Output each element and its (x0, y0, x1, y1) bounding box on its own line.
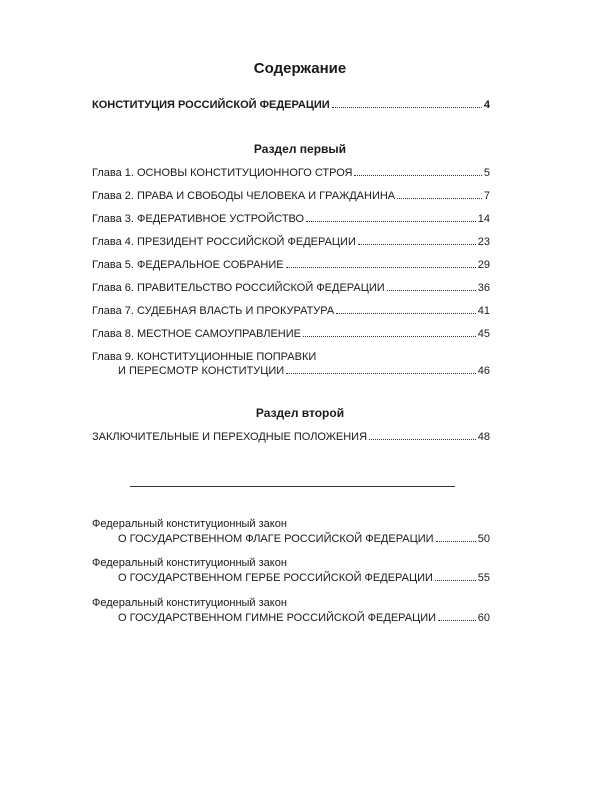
toc-leader-dots (306, 221, 476, 222)
toc-leader-dots (358, 244, 476, 245)
toc-page-number: 50 (477, 533, 490, 545)
toc-leader-dots (332, 107, 482, 108)
toc-entry-chapter-5[interactable] (92, 258, 490, 272)
toc-entry-chapter-1[interactable] (92, 166, 490, 180)
toc-leader-dots (436, 541, 476, 542)
toc-page-number: 23 (477, 236, 490, 248)
law-intro-flag: Федеральный конституционный закон (92, 518, 287, 530)
toc-leader-dots (435, 580, 476, 581)
toc-entry-law-anthem[interactable] (92, 611, 490, 625)
toc-leader-dots (397, 198, 482, 199)
law-intro-emblem: Федеральный конституционный закон (92, 557, 287, 569)
toc-entry-chapter-6[interactable] (92, 281, 490, 295)
toc-entry-text: ЗАКЛЮЧИТЕЛЬНЫЕ И ПЕРЕХОДНЫЕ ПОЛОЖЕНИЯ (92, 431, 368, 443)
toc-entry-chapter-3[interactable] (92, 212, 490, 226)
toc-entry-text: КОНСТИТУЦИЯ РОССИЙСКОЙ ФЕДЕРАЦИИ (92, 99, 330, 111)
toc-leader-dots (286, 267, 476, 268)
toc-entry-chapter-9-line1[interactable]: Глава 9. КОНСТИТУЦИОННЫЕ ПОПРАВКИ (92, 351, 317, 363)
toc-entry-text: Глава 2. ПРАВА И СВОБОДЫ ЧЕЛОВЕКА И ГРАЖДАНИНА (92, 190, 396, 202)
toc-entry-text: Глава 1. ОСНОВЫ КОНСТИТУЦИОННОГО СТРОЯ (92, 167, 353, 179)
toc-entry-text: Глава 4. ПРЕЗИДЕНТ РОССИЙСКОЙ ФЕДЕРАЦИИ (92, 236, 356, 248)
toc-leader-dots (336, 313, 476, 314)
toc-entry-text: О ГОСУДАРСТВЕННОМ ГИМНЕ РОССИЙСКОЙ ФЕДЕРАЦИИ (118, 612, 437, 624)
toc-leader-dots (369, 439, 476, 440)
toc-entry-law-flag[interactable] (92, 532, 490, 546)
toc-page-number: 45 (477, 328, 490, 340)
toc-leader-dots (303, 336, 476, 337)
toc-page-number: 48 (477, 431, 490, 443)
toc-leader-dots (286, 373, 476, 374)
section-title-second: Раздел второй (255, 406, 345, 420)
law-intro-anthem: Федеральный конституционный закон (92, 597, 287, 609)
toc-entry-chapter-2[interactable] (92, 189, 490, 203)
toc-page-number: 55 (477, 572, 490, 584)
section-title-first: Раздел первый (253, 142, 347, 156)
toc-entry-text: Глава 8. МЕСТНОЕ САМОУПРАВЛЕНИЕ (92, 328, 301, 340)
toc-page-number: 60 (477, 612, 490, 624)
toc-entry-text: Глава 7. СУДЕБНАЯ ВЛАСТЬ И ПРОКУРАТУРА (92, 305, 335, 317)
toc-entry-chapter-4[interactable] (92, 235, 490, 249)
toc-entry-text: Глава 3. ФЕДЕРАТИВНОЕ УСТРОЙСТВО (92, 213, 305, 225)
page-title: Содержание (253, 60, 347, 77)
separator-line (130, 486, 455, 487)
toc-page-number: 36 (477, 282, 490, 294)
toc-entry-law-emblem[interactable] (92, 571, 490, 585)
toc-page-number: 7 (483, 190, 490, 202)
toc-entry-chapter-8[interactable] (92, 327, 490, 341)
toc-page-number: 46 (477, 365, 490, 377)
toc-page-number: 29 (477, 259, 490, 271)
toc-page-number: 14 (477, 213, 490, 225)
toc-leader-dots (438, 620, 476, 621)
toc-leader-dots (354, 175, 481, 176)
toc-page-number: 41 (477, 305, 490, 317)
toc-page-number: 4 (483, 99, 490, 111)
toc-leader-dots (387, 290, 476, 291)
toc-entry-text: Глава 6. ПРАВИТЕЛЬСТВО РОССИЙСКОЙ ФЕДЕРАЦИИ (92, 282, 385, 294)
toc-entry-text: О ГОСУДАРСТВЕННОМ ГЕРБЕ РОССИЙСКОЙ ФЕДЕРАЦИИ (118, 572, 433, 584)
toc-entry-text: О ГОСУДАРСТВЕННОМ ФЛАГЕ РОССИЙСКОЙ ФЕДЕРАЦИИ (118, 533, 434, 545)
toc-entry-chapter-7[interactable] (92, 304, 490, 318)
toc-entry-final-provisions[interactable] (92, 430, 490, 444)
toc-entry-constitution[interactable] (92, 98, 490, 112)
toc-page-number: 5 (483, 167, 490, 179)
toc-entry-chapter-9[interactable] (92, 364, 490, 378)
toc-entry-text: Глава 5. ФЕДЕРАЛЬНОЕ СОБРАНИЕ (92, 259, 284, 271)
toc-entry-text: И ПЕРЕСМОТР КОНСТИТУЦИИ (118, 365, 285, 377)
